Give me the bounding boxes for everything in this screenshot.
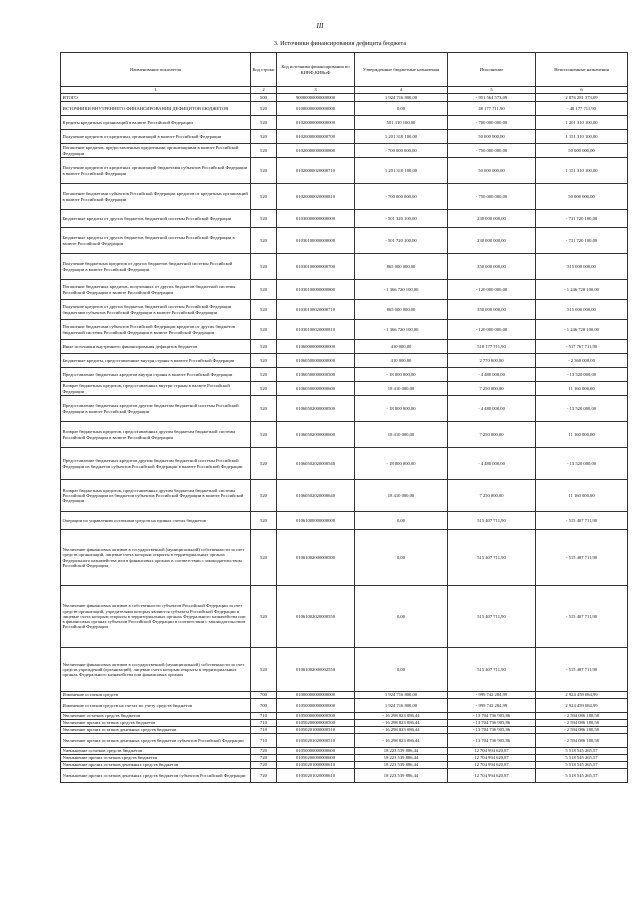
unexecuted-amount: 5 518 545 265,57 xyxy=(536,769,628,783)
indicator-name: ИСТОЧНИКИ ВНУТРЕННЕГО ФИНАНСИРОВАНИЯ ДЕФИЦИТОВ БЮДЖЕТОВ xyxy=(61,102,251,116)
executed-amount: 48 177 711,90 xyxy=(448,102,536,116)
line-code: 520 xyxy=(251,448,277,480)
unexecuted-amount: - 515 407 711,90 xyxy=(536,586,628,648)
approved-amount: - 16 298 823 086,44 xyxy=(355,720,448,727)
source-code: 01060500000000500 xyxy=(277,368,355,382)
executed-amount: - 750 000 000,00 xyxy=(448,144,536,158)
line-code: 520 xyxy=(251,382,277,396)
approved-amount: 1 924 716 800,00 xyxy=(355,94,448,102)
table-header-row xyxy=(61,53,628,87)
approved-amount: - 16 298 823 086,44 xyxy=(355,713,448,720)
approved-amount: 0,00 xyxy=(355,586,448,648)
approved-amount: - 16 298 823 086,44 xyxy=(355,734,448,748)
source-code: 01060502020000640 xyxy=(277,480,355,512)
executed-amount: 12 704 994 620,87 xyxy=(448,748,536,755)
source-code: 01030100000000000 xyxy=(277,228,355,254)
unexecuted-amount: - 2 594 086 180,58 xyxy=(536,727,628,734)
table-row xyxy=(61,340,628,354)
table-row xyxy=(61,116,628,130)
approved-amount: 865 000 000,00 xyxy=(355,254,448,280)
unexecuted-amount: 11 160 000,00 xyxy=(536,422,628,448)
table-row xyxy=(61,448,628,480)
table-row xyxy=(61,692,628,699)
approved-amount: - 1 366 720 100,00 xyxy=(355,280,448,300)
table-row xyxy=(61,512,628,530)
executed-amount: - 4 480 000,00 xyxy=(448,396,536,422)
indicator-name: Бюджетные кредиты от других бюджетов бюджетной системы Российской Федерации xyxy=(61,210,251,228)
line-code: 520 xyxy=(251,422,277,448)
unexecuted-amount: - 517 767 711,90 xyxy=(536,340,628,354)
unexecuted-amount: 5 518 545 265,57 xyxy=(536,762,628,769)
indicator-name: Бюджетные кредиты, предоставленные внутри страны в валюте Российской Федерации xyxy=(61,354,251,368)
line-code: 520 xyxy=(251,368,277,382)
source-code: 01020000020000710 xyxy=(277,158,355,184)
indicator-name: Погашение бюджетных кредитов, полученных от других бюджетов бюджетной системы Российской Федерации в валюте Российской Федерации xyxy=(61,280,251,300)
unexecuted-amount: 1 151 310 100,00 xyxy=(536,158,628,184)
indicator-name: Возврат бюджетных кредитов, предоставленных другим бюджетам бюджетной системы Российской Федерации из бюджетов субъектов Российской Федерации в валюте Российской Федерации xyxy=(61,480,251,512)
table-row xyxy=(61,720,628,727)
unexecuted-amount: - 515 407 711,90 xyxy=(536,530,628,586)
approved-amount: - 1 366 720 100,00 xyxy=(355,320,448,340)
approved-amount: - 700 000 000,00 xyxy=(355,144,448,158)
executed-amount: - 120 000 000,00 xyxy=(448,320,536,340)
approved-amount: 410 000,00 xyxy=(355,340,448,354)
source-code: 01020000020000810 xyxy=(277,184,355,210)
unexecuted-amount: 515 000 000,00 xyxy=(536,300,628,320)
column-number: 6 xyxy=(536,87,628,94)
unexecuted-amount: - 515 407 711,90 xyxy=(536,648,628,692)
table-row xyxy=(61,228,628,254)
unexecuted-amount: 5 518 545 265,57 xyxy=(536,748,628,755)
column-header-executed: Исполнение xyxy=(448,53,536,87)
approved-amount: - 501 720 100,00 xyxy=(355,228,448,254)
unexecuted-amount: - 13 520 000,00 xyxy=(536,368,628,382)
line-code: 710 xyxy=(251,713,277,720)
source-code: 90000000000000000 xyxy=(277,94,355,102)
unexecuted-amount: - 2 360 000,00 xyxy=(536,354,628,368)
executed-amount: 518 177 711,90 xyxy=(448,340,536,354)
indicator-name: Предоставление бюджетных кредитов внутри страны в валюте Российской Федерации xyxy=(61,368,251,382)
indicator-name: Погашение бюджетами субъектов Российской Федерации кредитов от других бюджетов бюджетной системы Российской Федерации в валюте Российской Федерации xyxy=(61,320,251,340)
approved-amount: 18 223 539 886,44 xyxy=(355,769,448,783)
line-code: 700 xyxy=(251,692,277,699)
source-code: 01060500000000600 xyxy=(277,382,355,396)
source-code: 01020000000000000 xyxy=(277,116,355,130)
unexecuted-amount: - 515 407 711,90 xyxy=(536,512,628,530)
column-header-approved: Утвержденные бюджетные назначения xyxy=(355,53,448,87)
approved-amount: 18 223 539 886,44 xyxy=(355,748,448,755)
line-code: 720 xyxy=(251,748,277,755)
unexecuted-amount: 5 518 545 265,57 xyxy=(536,755,628,762)
table-row xyxy=(61,734,628,748)
executed-amount: - 750 000 000,00 xyxy=(448,184,536,210)
table-row xyxy=(61,102,628,116)
table-row xyxy=(61,320,628,340)
indicator-name: Получение кредитов от других бюджетов бюджетной системы Российской Федерации бюджетами субъектов Российской Федерации в валюте Российской Федерации xyxy=(61,300,251,320)
table-row xyxy=(61,184,628,210)
line-code: 520 xyxy=(251,280,277,300)
table-row xyxy=(61,382,628,396)
table-row xyxy=(61,727,628,734)
indicator-name: Получение бюджетных кредитов от других бюджетов бюджетной системы Российской Федерации в валюте Российской Федерации xyxy=(61,254,251,280)
executed-amount: 515 407 711,90 xyxy=(448,530,536,586)
source-code: 01060502020000540 xyxy=(277,448,355,480)
source-code: 01050201020000610 xyxy=(277,769,355,783)
line-code: 720 xyxy=(251,769,277,783)
source-code: 01050200000000500 xyxy=(277,720,355,727)
approved-amount: 0,00 xyxy=(355,530,448,586)
table-body xyxy=(61,94,628,783)
unexecuted-amount: 50 000 000,00 xyxy=(536,144,628,158)
indicator-name: Изменение остатков средств на счетах по учету средств бюджетов xyxy=(61,699,251,713)
column-numbers-row xyxy=(61,87,628,94)
unexecuted-amount: - 13 520 000,00 xyxy=(536,396,628,422)
source-code: 01020000000000800 xyxy=(277,144,355,158)
source-code: 01030000000000000 xyxy=(277,210,355,228)
approved-amount: - 700 000 000,00 xyxy=(355,184,448,210)
column-header-unexecuted: Неисполненные назначения xyxy=(536,53,628,87)
executed-amount: - 4 480 000,00 xyxy=(448,448,536,480)
executed-amount: - 999 742 284,99 xyxy=(448,692,536,699)
approved-amount: 1 201 310 100,00 xyxy=(355,158,448,184)
executed-amount: - 13 704 736 905,86 xyxy=(448,720,536,727)
line-code: 520 xyxy=(251,254,277,280)
approved-amount: - 18 000 000,00 xyxy=(355,448,448,480)
indicator-name: Уменьшение прочих остатков денежных средств бюджетов xyxy=(61,762,251,769)
source-code: 01050201000000510 xyxy=(277,727,355,734)
indicator-name: Увеличение финансовых активов в государственной (муниципальной) собственности за счет средств учреждений (организаций), лицевые счета которым открыты в территориальных органах Федерального казначейства или финансовых органах xyxy=(61,648,251,692)
source-code: 01000000000000000 xyxy=(277,692,355,699)
approved-amount: 0,00 xyxy=(355,102,448,116)
line-code: 710 xyxy=(251,727,277,734)
executed-amount: - 13 704 736 905,86 xyxy=(448,734,536,748)
unexecuted-amount: - 1 246 720 100,00 xyxy=(536,320,628,340)
indicator-name: Увеличение финансовых активов в государственной (муниципальной) собственности за счет средств организаций, лицевые счета которым открыты в территориальных органах Федерального казначейства или в финансовых органах в соответствии с законодательством Российской Федерации xyxy=(61,530,251,586)
unexecuted-amount: - 13 520 000,00 xyxy=(536,448,628,480)
approved-amount: 18 223 539 886,44 xyxy=(355,762,448,769)
approved-amount: 0,00 xyxy=(355,512,448,530)
source-code: 01061000000000000 xyxy=(277,512,355,530)
line-code: 520 xyxy=(251,116,277,130)
line-code: 520 xyxy=(251,130,277,144)
executed-amount: 7 250 000,00 xyxy=(448,480,536,512)
executed-amount: 7 250 000,00 xyxy=(448,382,536,396)
line-code: 520 xyxy=(251,648,277,692)
indicator-name: Возврат бюджетных кредитов, предоставленных внутри страны в валюте Российской Федерации xyxy=(61,382,251,396)
unexecuted-amount: - 2 594 086 180,58 xyxy=(536,720,628,727)
table-row xyxy=(61,748,628,755)
line-code: 520 xyxy=(251,354,277,368)
indicator-name: Погашение кредитов, предоставленных кредитными организациями в валюте Российской Федерации xyxy=(61,144,251,158)
indicator-name: Бюджетные кредиты от других бюджетов бюджетной системы Российской Федерации в валюте Российской Федерации xyxy=(61,228,251,254)
table-row xyxy=(61,769,628,783)
line-code: 520 xyxy=(251,512,277,530)
indicator-name: Предоставление бюджетных кредитов другим бюджетам бюджетной системы Российской Федерации из бюджетов субъектов Российской Федерации в валюте Российской Федерации xyxy=(61,448,251,480)
source-code: 01030100020000810 xyxy=(277,320,355,340)
table-row xyxy=(61,354,628,368)
indicator-name: Иные источники внутреннего финансирования дефицитов бюджетов xyxy=(61,340,251,354)
column-number: 3 xyxy=(277,87,355,94)
source-code: 01061002020000550 xyxy=(277,586,355,648)
column-header-name: Наименование показателя xyxy=(61,53,251,87)
indicator-name: Увеличение финансовых активов в собственности субъектов Российской Федерации за счет средств организаций, учредителями которых являются субъекты Российской Федерации и лицевые счета которым открыты в территориальных органах Федерального казначейства или в финансовых органах субъектов Российской Федерации в соответствии с законодательством Российской Федерации xyxy=(61,586,251,648)
page-number: III xyxy=(316,22,324,30)
unexecuted-amount: 2 924 459 084,99 xyxy=(536,699,628,713)
unexecuted-amount: 2 876 281 373,09 xyxy=(536,94,628,102)
indicator-name: Получение кредитов от кредитных организаций в валюте Российской Федерации xyxy=(61,130,251,144)
unexecuted-amount: - 1 246 720 100,00 xyxy=(536,280,628,300)
executed-amount: 2 770 000,00 xyxy=(448,354,536,368)
source-code: 01050201020000510 xyxy=(277,734,355,748)
approved-amount: 865 000 000,00 xyxy=(355,300,448,320)
table-row xyxy=(61,254,628,280)
indicator-name: Увеличение прочих остатков денежных средств бюджетов субъектов Российской Федерации xyxy=(61,734,251,748)
indicator-name: Изменение остатков средств xyxy=(61,692,251,699)
line-code: 710 xyxy=(251,734,277,748)
source-code: 01050000000000500 xyxy=(277,713,355,720)
table-row xyxy=(61,158,628,184)
line-code: 520 xyxy=(251,340,277,354)
column-number: 2 xyxy=(251,87,277,94)
approved-amount: 501 310 100,00 xyxy=(355,116,448,130)
approved-amount: 1 924 716 800,00 xyxy=(355,699,448,713)
approved-amount: - 18 000 000,00 xyxy=(355,368,448,382)
unexecuted-amount: 11 160 000,00 xyxy=(536,480,628,512)
executed-amount: 12 704 994 620,87 xyxy=(448,762,536,769)
executed-amount: 230 000 000,00 xyxy=(448,228,536,254)
line-code: 720 xyxy=(251,755,277,762)
executed-amount: - 120 000 000,00 xyxy=(448,280,536,300)
executed-amount: 50 000 000,00 xyxy=(448,130,536,144)
indicator-name: Уменьшение прочих остатков средств бюджетов xyxy=(61,755,251,762)
approved-amount: 1 924 716 800,00 xyxy=(355,692,448,699)
source-code: 01061002000000500 xyxy=(277,530,355,586)
unexecuted-amount: - 731 720 100,00 xyxy=(536,228,628,254)
line-code: 500 xyxy=(251,94,277,102)
unexecuted-amount: 1 201 310 100,00 xyxy=(536,116,628,130)
executed-amount: - 13 704 736 905,86 xyxy=(448,713,536,720)
table-row xyxy=(61,713,628,720)
approved-amount: 18 410 000,00 xyxy=(355,480,448,512)
source-code: 01020000000000700 xyxy=(277,130,355,144)
executed-amount: 350 000 000,00 xyxy=(448,254,536,280)
unexecuted-amount: 11 160 000,00 xyxy=(536,382,628,396)
executed-amount: 230 000 000,00 xyxy=(448,210,536,228)
indicator-name: Кредиты кредитных организаций в валюте Российской Федерации xyxy=(61,116,251,130)
line-code: 720 xyxy=(251,762,277,769)
column-number: 1 xyxy=(61,87,251,94)
source-code: 01030100000000800 xyxy=(277,280,355,300)
approved-amount: 410 000,00 xyxy=(355,354,448,368)
unexecuted-amount: 515 000 000,00 xyxy=(536,254,628,280)
line-code: 520 xyxy=(251,480,277,512)
table-row xyxy=(61,762,628,769)
source-code: 01050000000000600 xyxy=(277,748,355,755)
table-row xyxy=(61,755,628,762)
indicator-name: Уменьшение прочих остатков денежных средств бюджетов субъектов Российской Федерации xyxy=(61,769,251,783)
line-code: 520 xyxy=(251,530,277,586)
approved-amount: - 18 000 000,00 xyxy=(355,396,448,422)
unexecuted-amount: - 2 594 086 180,58 xyxy=(536,734,628,748)
table-row xyxy=(61,396,628,422)
source-code: 01000000000000000 xyxy=(277,102,355,116)
source-code: 01060502000000500 xyxy=(277,396,355,422)
source-code: 01030100020000710 xyxy=(277,300,355,320)
executed-amount: 515 407 711,90 xyxy=(448,512,536,530)
executed-amount: 515 407 711,90 xyxy=(448,586,536,648)
executed-amount: 12 704 994 620,87 xyxy=(448,769,536,783)
table-row xyxy=(61,648,628,692)
line-code: 520 xyxy=(251,228,277,254)
indicator-name: Уменьшение остатков средств бюджетов xyxy=(61,748,251,755)
line-code: 700 xyxy=(251,699,277,713)
approved-amount: 18 410 000,00 xyxy=(355,422,448,448)
table-row xyxy=(61,368,628,382)
unexecuted-amount: 1 151 310 100,00 xyxy=(536,130,628,144)
indicator-name: Увеличение прочих остатков денежных средств бюджетов xyxy=(61,727,251,734)
table-row xyxy=(61,94,628,102)
line-code: 520 xyxy=(251,102,277,116)
unexecuted-amount: 2 924 459 084,99 xyxy=(536,692,628,699)
source-code: 01061002000002550 xyxy=(277,648,355,692)
executed-amount: - 4 480 000,00 xyxy=(448,368,536,382)
source-code: 01060502000000600 xyxy=(277,422,355,448)
executed-amount: - 700 000 000,00 xyxy=(448,116,536,130)
executed-amount: 12 704 994 620,87 xyxy=(448,755,536,762)
line-code: 520 xyxy=(251,300,277,320)
table-row xyxy=(61,144,628,158)
column-header-line-code: Код строки xyxy=(251,53,277,87)
approved-amount: - 16 298 823 086,44 xyxy=(355,727,448,734)
indicator-name: Увеличение прочих остатков средств бюджетов xyxy=(61,720,251,727)
source-code: 01060500000000000 xyxy=(277,354,355,368)
table-row xyxy=(61,530,628,586)
unexecuted-amount: 50 000 000,00 xyxy=(536,184,628,210)
source-code: 01050000000000000 xyxy=(277,699,355,713)
executed-amount: 50 000 000,00 xyxy=(448,158,536,184)
approved-amount: 1 201 310 100,00 xyxy=(355,130,448,144)
source-code: 01060000000000000 xyxy=(277,340,355,354)
indicator-name: Погашение бюджетами субъектов Российской Федерации кредитов от кредитных организаций в валюте Российской Федерации xyxy=(61,184,251,210)
line-code: 520 xyxy=(251,144,277,158)
line-code: 520 xyxy=(251,396,277,422)
executed-amount: 515 407 711,90 xyxy=(448,648,536,692)
unexecuted-amount: - 731 720 100,00 xyxy=(536,210,628,228)
column-number: 5 xyxy=(448,87,536,94)
line-code: 520 xyxy=(251,586,277,648)
approved-amount: 0,00 xyxy=(355,648,448,692)
line-code: 520 xyxy=(251,320,277,340)
approved-amount: - 501 320 100,00 xyxy=(355,210,448,228)
line-code: 520 xyxy=(251,210,277,228)
indicator-name: Возврат бюджетных кредитов, предоставленных другим бюджетам бюджетной системы Российской Федерации в валюте Российской Федерации xyxy=(61,422,251,448)
executed-amount: 7 250 000,00 xyxy=(448,422,536,448)
indicator-name: ИТОГО xyxy=(61,94,251,102)
source-code: 01050201000000610 xyxy=(277,762,355,769)
indicator-name: Предоставление бюджетных кредитов другим бюджетам бюджетной системы Российской Федерации в валюте Российской Федерации xyxy=(61,396,251,422)
table-row xyxy=(61,130,628,144)
executed-amount: 350 000 000,00 xyxy=(448,300,536,320)
indicator-name: Операции по управлению остатками средств на единых счетах бюджетов xyxy=(61,512,251,530)
table-row xyxy=(61,300,628,320)
column-header-source-code: Код источника финансирования по КИВФ,КИВнФ xyxy=(277,53,355,87)
table-row xyxy=(61,210,628,228)
executed-amount: - 999 742 284,99 xyxy=(448,699,536,713)
approved-amount: 18 223 539 886,44 xyxy=(355,755,448,762)
section-title: 3. Источники финансирования дефицита бюджета xyxy=(273,40,407,47)
table-row xyxy=(61,699,628,713)
line-code: 520 xyxy=(251,184,277,210)
unexecuted-amount: - 48 177 711,90 xyxy=(536,102,628,116)
column-number: 4 xyxy=(355,87,448,94)
executed-amount: - 951 564 573,09 xyxy=(448,94,536,102)
unexecuted-amount: - 2 594 086 180,58 xyxy=(536,713,628,720)
approved-amount: 18 410 000,00 xyxy=(355,382,448,396)
table-row xyxy=(61,586,628,648)
executed-amount: - 13 704 736 905,86 xyxy=(448,727,536,734)
source-code: 01050200000000600 xyxy=(277,755,355,762)
indicator-name: Увеличение остатков средств бюджетов xyxy=(61,713,251,720)
line-code: 520 xyxy=(251,158,277,184)
sources-of-deficit-financing-table xyxy=(60,52,628,783)
table-row xyxy=(61,480,628,512)
source-code: 01030100000000700 xyxy=(277,254,355,280)
table-row xyxy=(61,422,628,448)
line-code: 710 xyxy=(251,720,277,727)
indicator-name: Получение кредитов от кредитных организаций бюджетами субъектов Российской Федерации в валюте Российской Федерации xyxy=(61,158,251,184)
table-row xyxy=(61,280,628,300)
